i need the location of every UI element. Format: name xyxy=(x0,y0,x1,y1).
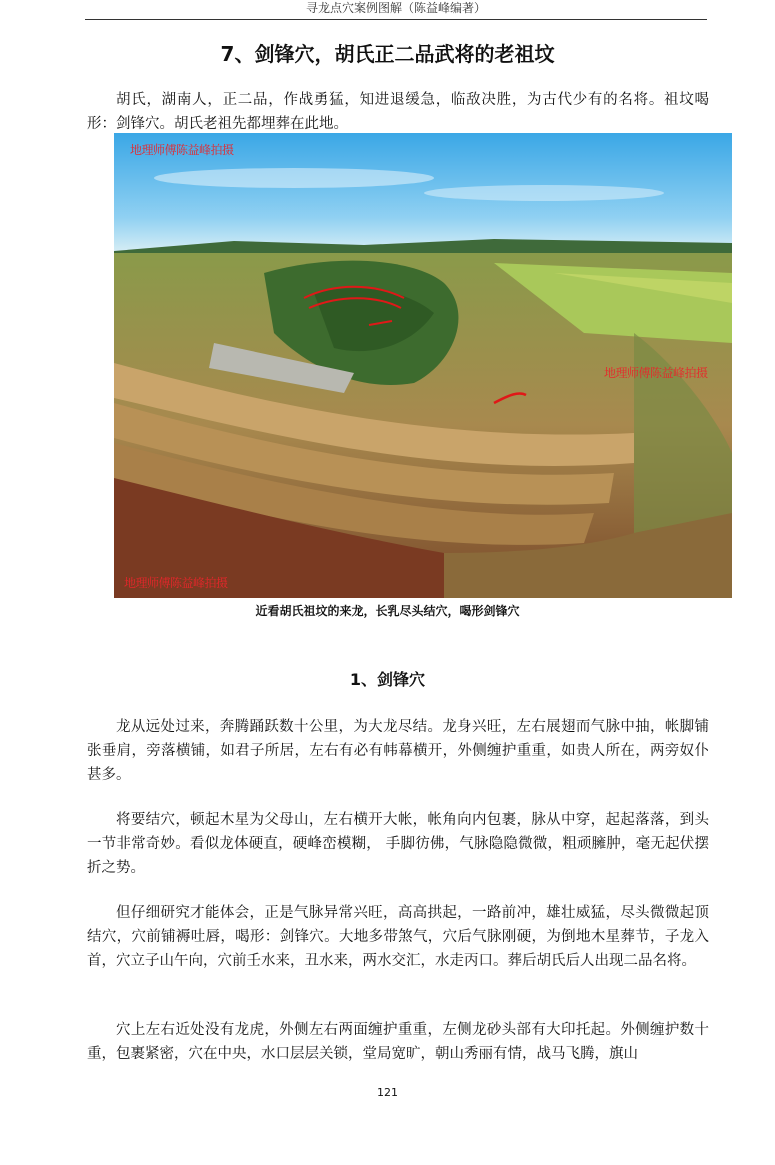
section-heading: 1、剑锋穴 xyxy=(349,670,426,689)
photo-caption: 近看胡氏祖坟的来龙，长乳尽头结穴，喝形剑锋穴 xyxy=(255,604,520,618)
page-number: 121 xyxy=(377,1086,398,1099)
landscape-photo xyxy=(114,133,732,598)
running-header: 寻龙点穴案例图解（陈益峰编著） xyxy=(85,0,707,20)
body-paragraph-4: 穴上左右近处没有龙虎，外侧左右两面缠护重重，左侧龙砂头部有大印托起。外侧缠护数十重，包裹紧密，穴在中央，水口层层关锁，堂局宽旷，朝山秀丽有情，战马飞腾，旗山 xyxy=(87,1022,709,1062)
intro-paragraph: 胡氏，湖南人，正二品，作战勇猛，知进退缓急，临敌决胜，为古代少有的名将。祖坟喝形：剑锋穴。胡氏老祖先都埋葬在此地。 xyxy=(87,92,709,132)
chapter-title: 7、剑锋穴，胡氏正二品武将的老祖坟 xyxy=(220,42,555,66)
body-paragraph-3: 但仔细研究才能体会，正是气脉异常兴旺，高高拱起，一路前冲，雄壮威猛，尽头微微起顶结穴，穴前铺褥吐唇，喝形：剑锋穴。大地多带煞气，穴后气脉刚硬，为倒地木星葬节，子龙入首，穴立子山午向，穴前壬水来，丑水来，两水交汇，水走丙口。葬后胡氏后人出现二品名将。 xyxy=(87,905,709,969)
watermark-bottom-left: 地理师傅陈益峰拍摄 xyxy=(124,576,228,590)
watermark-top-left: 地理师傅陈益峰拍摄 xyxy=(130,143,234,157)
body-paragraph-1: 龙从远处过来，奔腾踊跃数十公里，为大龙尽结。龙身兴旺，左右展翅而气脉中抽，帐脚铺张垂肩，旁落横铺，如君子所居，左右有必有帏幕横开，外侧缠护重重，如贵人所在，两旁奴仆甚多。 xyxy=(87,719,709,783)
watermark-right: 地理师傅陈益峰拍摄 xyxy=(604,366,708,380)
body-paragraph-2: 将要结穴，顿起木星为父母山，左右横开大帐，帐角向内包裹，脉从中穿，起起落落，到头一节非常奇妙。看似龙体硬直，硬峰峦模糊， 手脚彷佛，气脉隐隐微微，粗顽臃肿，毫无起伏摆折之势。 xyxy=(87,812,709,876)
